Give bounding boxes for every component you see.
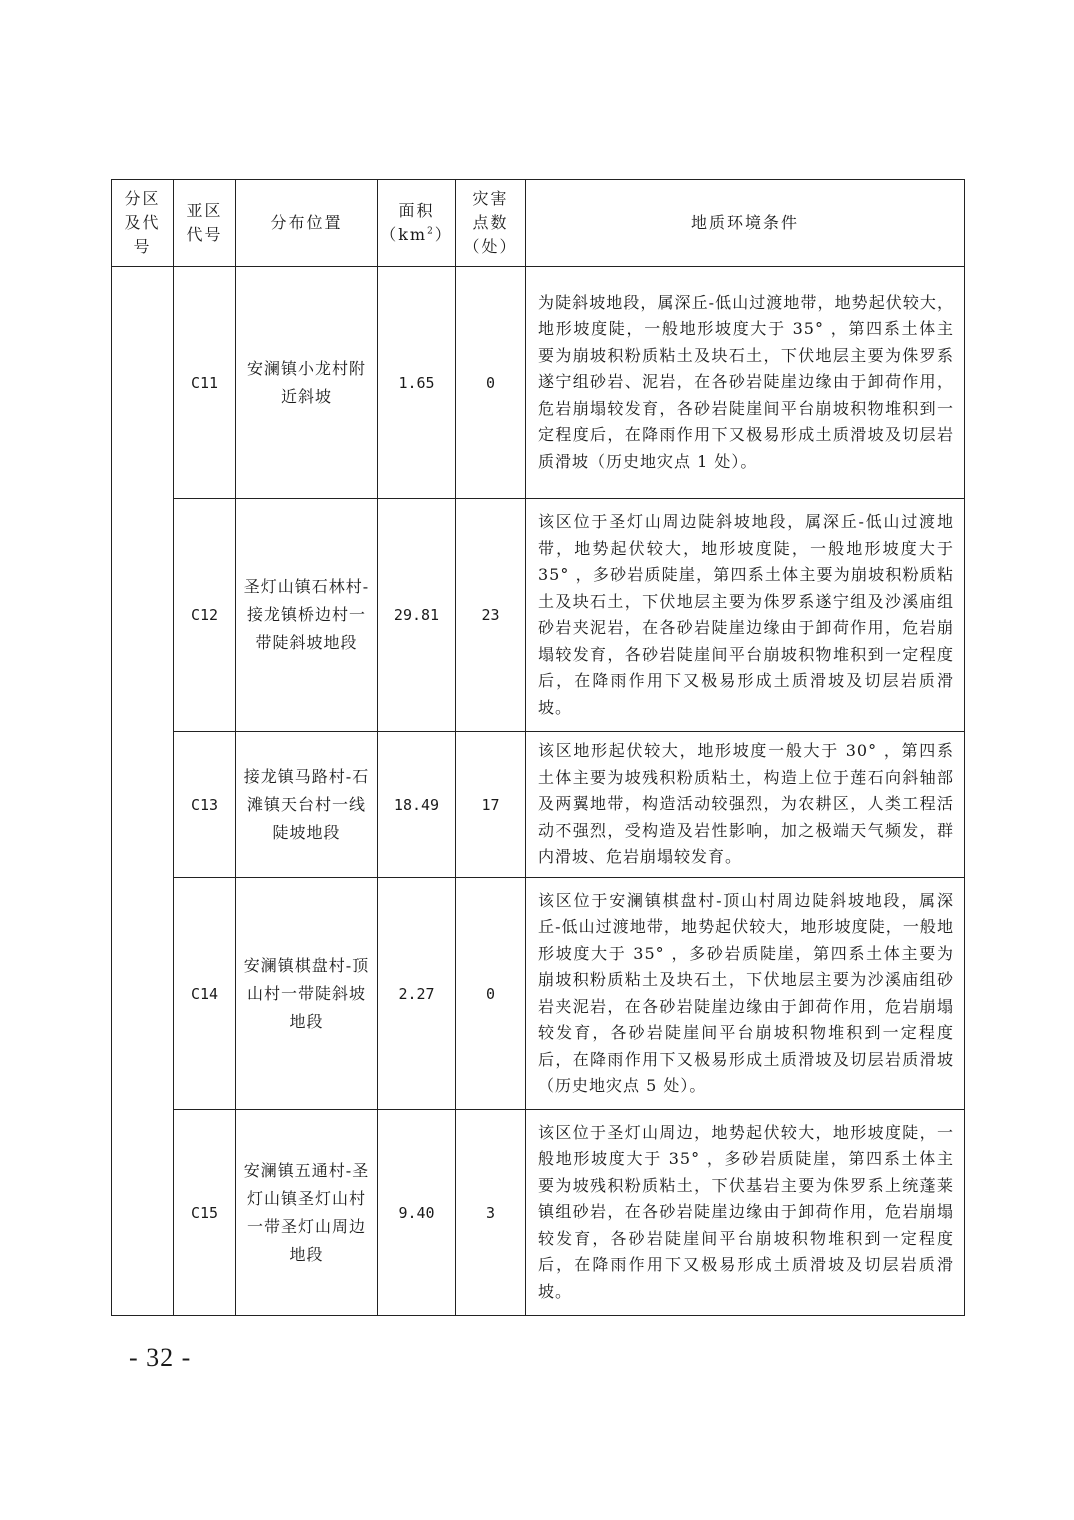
header-location: 分布位置 [236, 180, 378, 267]
conditions-cell: 该区位于圣灯山周边陡斜坡地段，属深丘-低山过渡地带，地势起伏较大，地形坡度陡，一般地形坡度大于 35° ，多砂岩质陡崖，第四系土体主要为崩坡积粉质粘土及块石土，下伏地层主要为侏罗系遂宁组及沙溪庙组砂岩夹泥岩，在各砂岩陡崖边缘由于卸荷作用，危岩崩塌较发育，各砂岩陡崖间平台崩坡积物堆积到一定程度后，在降雨作用下又极易形成土质滑坡及切层岩质滑坡。 [526, 499, 965, 732]
area-cell: 2.27 [378, 878, 456, 1110]
location-cell: 安澜镇棋盘村-顶山村一带陡斜坡地段 [236, 878, 378, 1110]
area-cell: 18.49 [378, 732, 456, 878]
subzone-code: C15 [174, 1110, 236, 1316]
hazard-points-cell: 23 [456, 499, 526, 732]
table-row [112, 267, 965, 499]
conditions-cell: 为陡斜坡地段，属深丘-低山过渡地带，地势起伏较大，地形坡度陡，一般地形坡度大于 35° ，第四系土体主要为崩坡积粉质粘土及块石土，下伏地层主要为侏罗系遂宁组砂岩、泥岩，在各砂岩陡崖边缘由于卸荷作用，危岩崩塌较发育，各砂岩陡崖间平台崩坡积物堆积到一定程度后，在降雨作用下又极易形成土质滑坡及切层岩质滑坡（历史地灾点 1 处）。 [526, 267, 965, 499]
subzone-code: C11 [174, 267, 236, 499]
subzone-code: C12 [174, 499, 236, 732]
location-cell: 接龙镇马路村-石滩镇天台村一线陡坡地段 [236, 732, 378, 878]
table-row [112, 878, 965, 1110]
conditions-cell: 该区位于圣灯山周边，地势起伏较大，地形坡度陡，一般地形坡度大于 35° ，多砂岩质陡崖，第四系土体主要为坡残积粉质粘土，下伏基岩主要为侏罗系上统蓬莱镇组砂岩，在各砂岩陡崖边缘由于卸荷作用，危岩崩塌较发育，各砂岩陡崖间平台崩坡积物堆积到一定程度后，在降雨作用下又极易形成土质滑坡及切层岩质滑坡。 [526, 1110, 965, 1316]
hazard-points-cell: 0 [456, 878, 526, 1110]
zone-code-cell [112, 267, 174, 1316]
geo-zone-table [111, 179, 965, 1316]
subzone-code: C13 [174, 732, 236, 878]
subzone-code: C14 [174, 878, 236, 1110]
header-subzone-code: 亚区 代号 [174, 180, 236, 267]
area-cell: 1.65 [378, 267, 456, 499]
area-cell: 29.81 [378, 499, 456, 732]
hazard-points-cell: 0 [456, 267, 526, 499]
header-geo-conditions: 地质环境条件 [526, 180, 965, 267]
location-cell: 圣灯山镇石林村-接龙镇桥边村一带陡斜坡地段 [236, 499, 378, 732]
conditions-cell: 该区位于安澜镇棋盘村-顶山村周边陡斜坡地段，属深丘-低山过渡地带，地势起伏较大，地形坡度陡，一般地形坡度大于 35° ，多砂岩质陡崖，第四系土体主要为崩坡积粉质粘土及块石土，下伏地层主要为沙溪庙组砂岩夹泥岩，在各砂岩陡崖边缘由于卸荷作用，危岩崩塌较发育，各砂岩陡崖间平台崩坡积物堆积到一定程度后，在降雨作用下又极易形成土质滑坡及切层岩质滑坡（历史地灾点 5 处）。 [526, 878, 965, 1110]
page-number: - 32 - [129, 1343, 192, 1372]
table-header-row [112, 180, 965, 267]
header-hazard-points: 灾害 点数 （处） [456, 180, 526, 267]
table-row [112, 499, 965, 732]
location-cell: 安澜镇五通村-圣灯山镇圣灯山村一带圣灯山周边地段 [236, 1110, 378, 1316]
table-row [112, 1110, 965, 1316]
header-zone-code: 分区 及代 号 [112, 180, 174, 267]
conditions-cell: 该区地形起伏较大，地形坡度一般大于 30° ，第四系土体主要为坡残积粉质粘土，构造上位于莲石向斜轴部及两翼地带，构造活动较强烈，为农耕区，人类工程活动不强烈，受构造及岩性影响，加之极端天气频发，群内滑坡、危岩崩塌较发育。 [526, 732, 965, 878]
table-row [112, 732, 965, 878]
location-cell: 安澜镇小龙村附近斜坡 [236, 267, 378, 499]
hazard-points-cell: 17 [456, 732, 526, 878]
hazard-points-cell: 3 [456, 1110, 526, 1316]
header-area: 面积 $(km^2)$ [378, 180, 456, 267]
area-cell: 9.40 [378, 1110, 456, 1316]
